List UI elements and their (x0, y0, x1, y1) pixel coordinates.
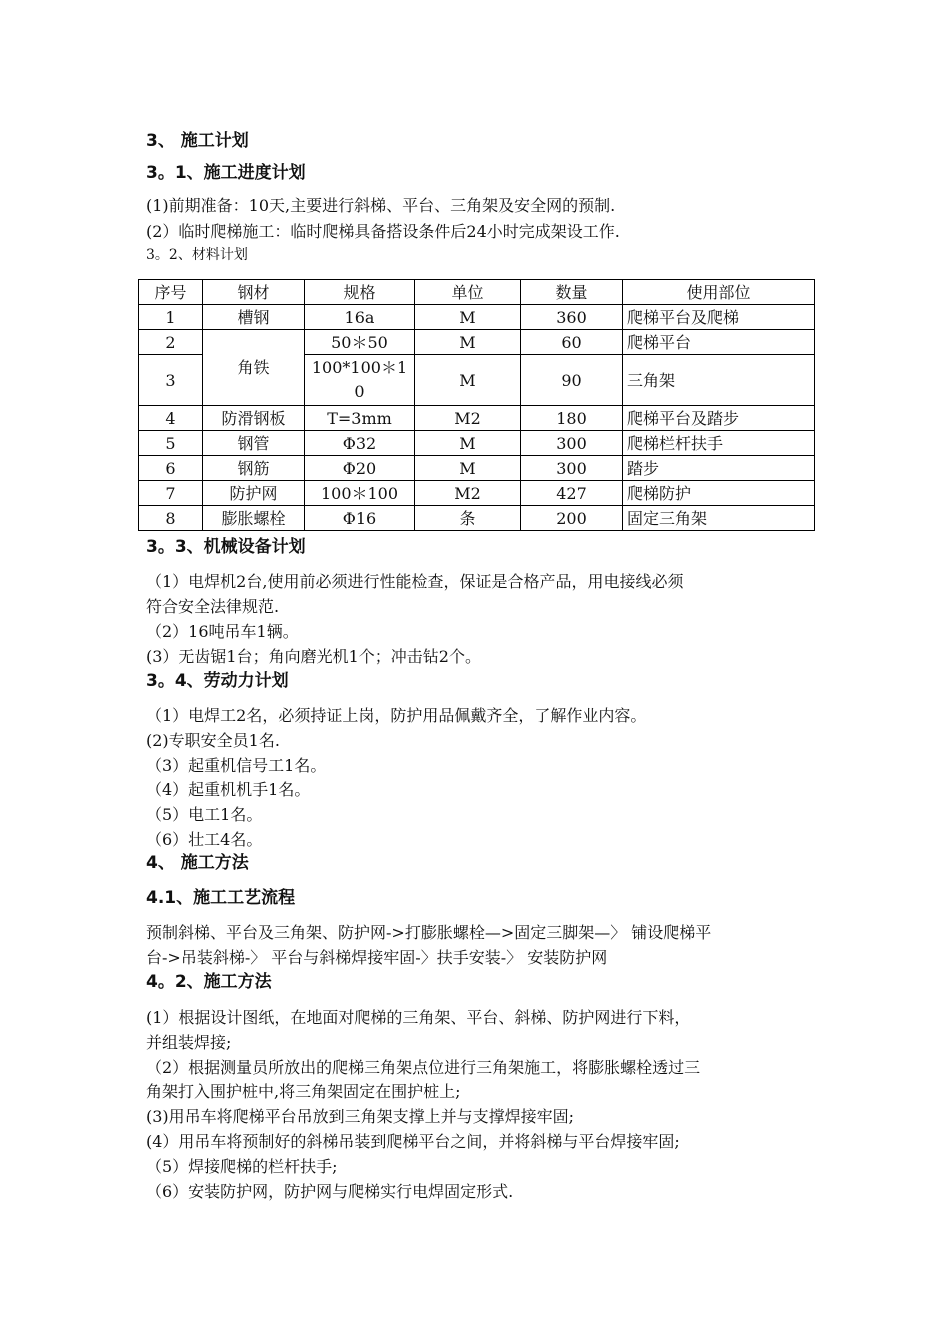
cell-unit: M (415, 305, 521, 330)
cell-no: 2 (139, 330, 203, 355)
column-header: 数量 (521, 280, 623, 305)
paragraph: (2）临时爬梯施工：临时爬梯具备搭设条件后24小时完成架设工作. (146, 222, 620, 241)
cell-material: 钢筋 (203, 456, 305, 481)
table-row (139, 506, 815, 531)
paragraph: (1)前期准备：10天,主要进行斜梯、平台、三角架及安全网的预制. (146, 196, 616, 215)
table-row (139, 330, 815, 355)
cell-no: 4 (139, 406, 203, 431)
materials-table (138, 279, 815, 531)
cell-usage: 爬梯平台 (623, 330, 815, 355)
cell-material: 角铁 (203, 330, 305, 406)
cell-qty: 200 (521, 506, 623, 531)
table-row (139, 481, 815, 506)
cell-spec: Φ32 (305, 431, 415, 456)
cell-no: 6 (139, 456, 203, 481)
paragraph: 预制斜梯、平台及三角架、防护网->打膨胀螺栓—>固定三脚架—〉 铺设爬梯平 (146, 923, 712, 942)
cell-no: 8 (139, 506, 203, 531)
table-row (139, 456, 815, 481)
paragraph: （1）电焊机2台,使用前必须进行性能检查，保证是合格产品，用电接线必须 (146, 572, 684, 591)
cell-no: 1 (139, 305, 203, 330)
cell-spec: Φ20 (305, 456, 415, 481)
paragraph: (2)专职安全员1名. (146, 731, 280, 750)
paragraph: (3）无齿锯1台；角向磨光机1个；冲击钻2个。 (146, 647, 481, 666)
cell-usage: 爬梯平台及踏步 (623, 406, 815, 431)
cell-qty: 360 (521, 305, 623, 330)
paragraph: （6）壮工4名。 (146, 830, 263, 849)
paragraph: （3）起重机信号工1名。 (146, 756, 327, 775)
cell-unit: M (415, 355, 521, 406)
cell-spec: 16a (305, 305, 415, 330)
cell-qty: 300 (521, 456, 623, 481)
section-3-2-heading: 3。2、材料计划 (146, 247, 248, 263)
section-3-1-heading: 3。1、施工进度计划 (146, 163, 306, 183)
paragraph: （2）16吨吊车1辆。 (146, 622, 299, 641)
cell-unit: 条 (415, 506, 521, 531)
section-3-4-heading: 3。4、劳动力计划 (146, 671, 289, 691)
cell-qty: 180 (521, 406, 623, 431)
cell-material: 防护网 (203, 481, 305, 506)
paragraph: （6）安装防护网，防护网与爬梯实行电焊固定形式. (146, 1182, 514, 1201)
column-header: 序号 (139, 280, 203, 305)
cell-unit: M2 (415, 481, 521, 506)
paragraph: (4）用吊车将预制好的斜梯吊装到爬梯平台之间，并将斜梯与平台焊接牢固; (146, 1132, 680, 1151)
table-header-row (139, 280, 815, 305)
paragraph: （5）焊接爬梯的栏杆扶手; (146, 1157, 338, 1176)
paragraph: （5）电工1名。 (146, 805, 263, 824)
column-header: 规格 (305, 280, 415, 305)
cell-material: 防滑钢板 (203, 406, 305, 431)
paragraph: (1）根据设计图纸，在地面对爬梯的三角架、平台、斜梯、防护网进行下料， (146, 1008, 691, 1027)
column-header: 使用部位 (623, 280, 815, 305)
cell-qty: 60 (521, 330, 623, 355)
cell-qty: 427 (521, 481, 623, 506)
cell-spec: 100＊100 (305, 481, 415, 506)
cell-spec: 100*100＊10 (305, 355, 415, 406)
paragraph: （4）起重机机手1名。 (146, 780, 311, 799)
section-3-heading: 3、 施工计划 (146, 131, 249, 151)
paragraph: （1）电焊工2名，必须持证上岗，防护用品佩戴齐全，了解作业内容。 (146, 706, 647, 725)
section-4-1-heading: 4.1、施工工艺流程 (146, 888, 296, 908)
cell-unit: M2 (415, 406, 521, 431)
table-row (139, 305, 815, 330)
cell-qty: 300 (521, 431, 623, 456)
column-header: 钢材 (203, 280, 305, 305)
cell-no: 3 (139, 355, 203, 406)
cell-usage: 踏步 (623, 456, 815, 481)
cell-usage: 三角架 (623, 355, 815, 406)
cell-spec: 50＊50 (305, 330, 415, 355)
paragraph: 台->吊装斜梯-〉 平台与斜梯焊接牢固-〉扶手安装-〉 安装防护网 (146, 948, 608, 967)
cell-qty: 90 (521, 355, 623, 406)
cell-usage: 固定三角架 (623, 506, 815, 531)
cell-material: 膨胀螺栓 (203, 506, 305, 531)
cell-unit: M (415, 330, 521, 355)
paragraph: (3)用吊车将爬梯平台吊放到三角架支撑上并与支撑焊接牢固; (146, 1107, 575, 1126)
cell-material: 钢管 (203, 431, 305, 456)
cell-no: 5 (139, 431, 203, 456)
table-row (139, 406, 815, 431)
cell-spec: Φ16 (305, 506, 415, 531)
paragraph: 角架打入围护桩中,将三角架固定在围护桩上; (146, 1082, 461, 1101)
cell-unit: M (415, 456, 521, 481)
section-3-3-heading: 3。3、机械设备计划 (146, 537, 306, 557)
cell-usage: 爬梯平台及爬梯 (623, 305, 815, 330)
cell-usage: 爬梯防护 (623, 481, 815, 506)
cell-usage: 爬梯栏杆扶手 (623, 431, 815, 456)
paragraph: 并组装焊接; (146, 1033, 232, 1052)
table-row (139, 431, 815, 456)
cell-spec: T=3mm (305, 406, 415, 431)
paragraph: 符合安全法律规范. (146, 597, 280, 616)
paragraph: （2）根据测量员所放出的爬梯三角架点位进行三角架施工，将膨胀螺栓透过三 (146, 1058, 701, 1077)
section-4-heading: 4、 施工方法 (146, 853, 249, 873)
column-header: 单位 (415, 280, 521, 305)
cell-unit: M (415, 431, 521, 456)
cell-material: 槽钢 (203, 305, 305, 330)
cell-no: 7 (139, 481, 203, 506)
section-4-2-heading: 4。2、施工方法 (146, 972, 272, 992)
